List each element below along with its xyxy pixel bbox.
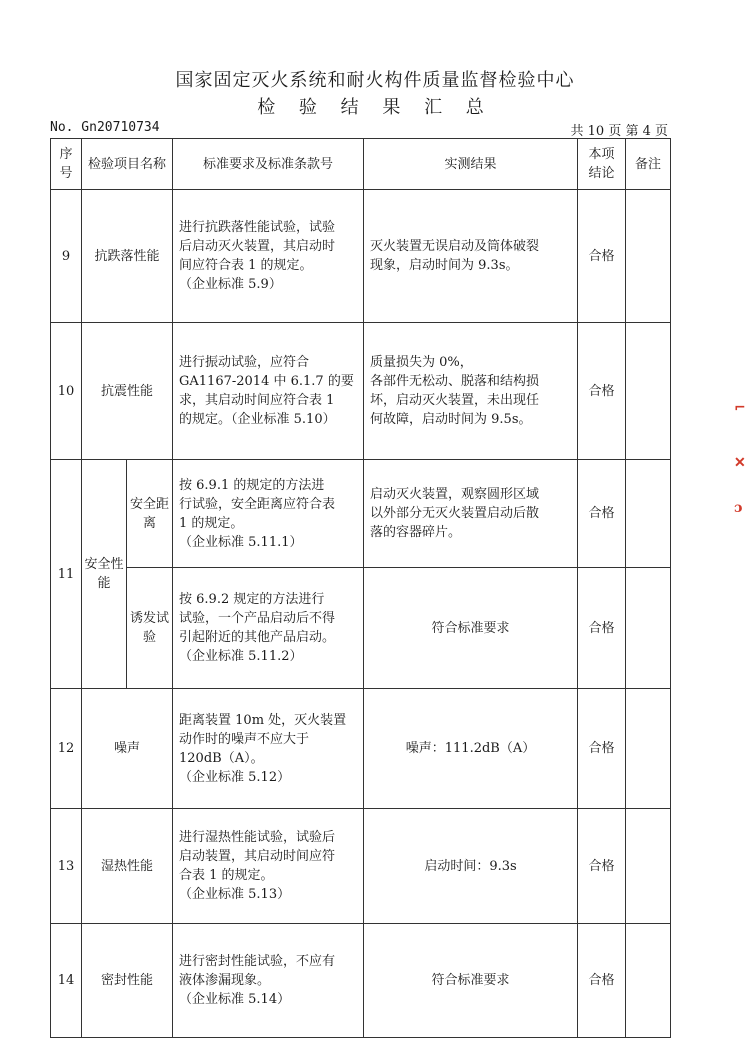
- header-remark: 备注: [626, 139, 671, 190]
- document-title: 检 验 结 果 汇 总: [257, 97, 493, 118]
- seal-fragment-icon: ⌐: [734, 400, 746, 416]
- row-subitem: 诱发试验: [127, 568, 173, 689]
- row-no: 9: [51, 190, 82, 323]
- table-row: [51, 323, 671, 460]
- row-subitem: 安全距离: [127, 460, 173, 568]
- row-requirement: 距离装置 10m 处，灭火装置 动作时的噪声不应大于 120dB（A）。 （企业标准 5.12）: [173, 688, 364, 809]
- row-item: 密封性能: [82, 923, 173, 1037]
- row-remark: [626, 923, 671, 1037]
- row-item: 噪声: [82, 688, 173, 809]
- row-remark: [626, 688, 671, 809]
- header-conclusion: 本项结论: [578, 139, 626, 190]
- header-result: 实测结果: [364, 139, 578, 190]
- row-result: 启动时间：9.3s: [364, 809, 578, 923]
- report-number: No. Gn20710734: [50, 120, 160, 135]
- row-remark: [626, 809, 671, 923]
- seal-fragment-icon: ɔ: [734, 500, 743, 516]
- row-item: 安全性能: [82, 460, 127, 689]
- results-table: [50, 138, 671, 1038]
- row-no: 11: [51, 460, 82, 689]
- row-item: 抗震性能: [82, 323, 173, 460]
- row-result: 启动灭火装置，观察圆形区域 以外部分无灭火装置启动后散 落的容器碎片。: [364, 460, 578, 568]
- row-item: 抗跌落性能: [82, 190, 173, 323]
- page-info: 共 10 页 第 4 页: [570, 124, 668, 139]
- row-no: 12: [51, 688, 82, 809]
- table-row: [51, 688, 671, 809]
- organization-title: 国家固定灭火系统和耐火构件质量监督检验中心: [175, 70, 575, 91]
- table-header-row: [51, 139, 671, 190]
- row-remark: [626, 323, 671, 460]
- row-result: 符合标准要求: [364, 568, 578, 689]
- row-requirement: 进行振动试验，应符合 GA1167-2014 中 6.1.7 的要 求，其启动时间应符合表 1 的规定。（企业标准 5.10）: [173, 323, 364, 460]
- row-conclusion: 合格: [578, 688, 626, 809]
- row-requirement: 按 6.9.2 规定的方法进行 试验，一个产品启动后不得 引起附近的其他产品启动。 （企业标准 5.11.2）: [173, 568, 364, 689]
- table-row: [51, 190, 671, 323]
- table-row: [51, 568, 671, 689]
- row-no: 13: [51, 809, 82, 923]
- row-conclusion: 合格: [578, 568, 626, 689]
- table-row: [51, 809, 671, 923]
- table-row: [51, 923, 671, 1037]
- row-no: 14: [51, 923, 82, 1037]
- table-row: [51, 460, 671, 568]
- row-requirement: 按 6.9.1 的规定的方法进 行试验，安全距离应符合表 1 的规定。 （企业标准 5.11.1）: [173, 460, 364, 568]
- row-remark: [626, 568, 671, 689]
- row-requirement: 进行抗跌落性能试验，试验 后启动灭火装置，其启动时 间应符合表 1 的规定。 （企业标准 5.9）: [173, 190, 364, 323]
- row-remark: [626, 190, 671, 323]
- row-conclusion: 合格: [578, 809, 626, 923]
- row-requirement: 进行湿热性能试验，试验后 启动装置，其启动时间应符 合表 1 的规定。 （企业标准 5.13）: [173, 809, 364, 923]
- row-result: 灭火装置无误启动及筒体破裂 现象，启动时间为 9.3s。: [364, 190, 578, 323]
- header-item: 检验项目名称: [82, 139, 173, 190]
- row-conclusion: 合格: [578, 190, 626, 323]
- row-conclusion: 合格: [578, 323, 626, 460]
- row-remark: [626, 460, 671, 568]
- header-no: 序号: [51, 139, 82, 190]
- row-no: 10: [51, 323, 82, 460]
- row-result: 噪声：111.2dB（A）: [364, 688, 578, 809]
- seal-fragment-icon: ✕: [734, 455, 746, 471]
- row-result: 符合标准要求: [364, 923, 578, 1037]
- row-conclusion: 合格: [578, 923, 626, 1037]
- row-result: 质量损失为 0%， 各部件无松动、脱落和结构损 坏，启动灭火装置，未出现任 何故障，启动时间为 9.5s。: [364, 323, 578, 460]
- row-requirement: 进行密封性能试验，不应有 液体渗漏现象。 （企业标准 5.14）: [173, 923, 364, 1037]
- row-conclusion: 合格: [578, 460, 626, 568]
- row-item: 湿热性能: [82, 809, 173, 923]
- header-requirement: 标准要求及标准条款号: [173, 139, 364, 190]
